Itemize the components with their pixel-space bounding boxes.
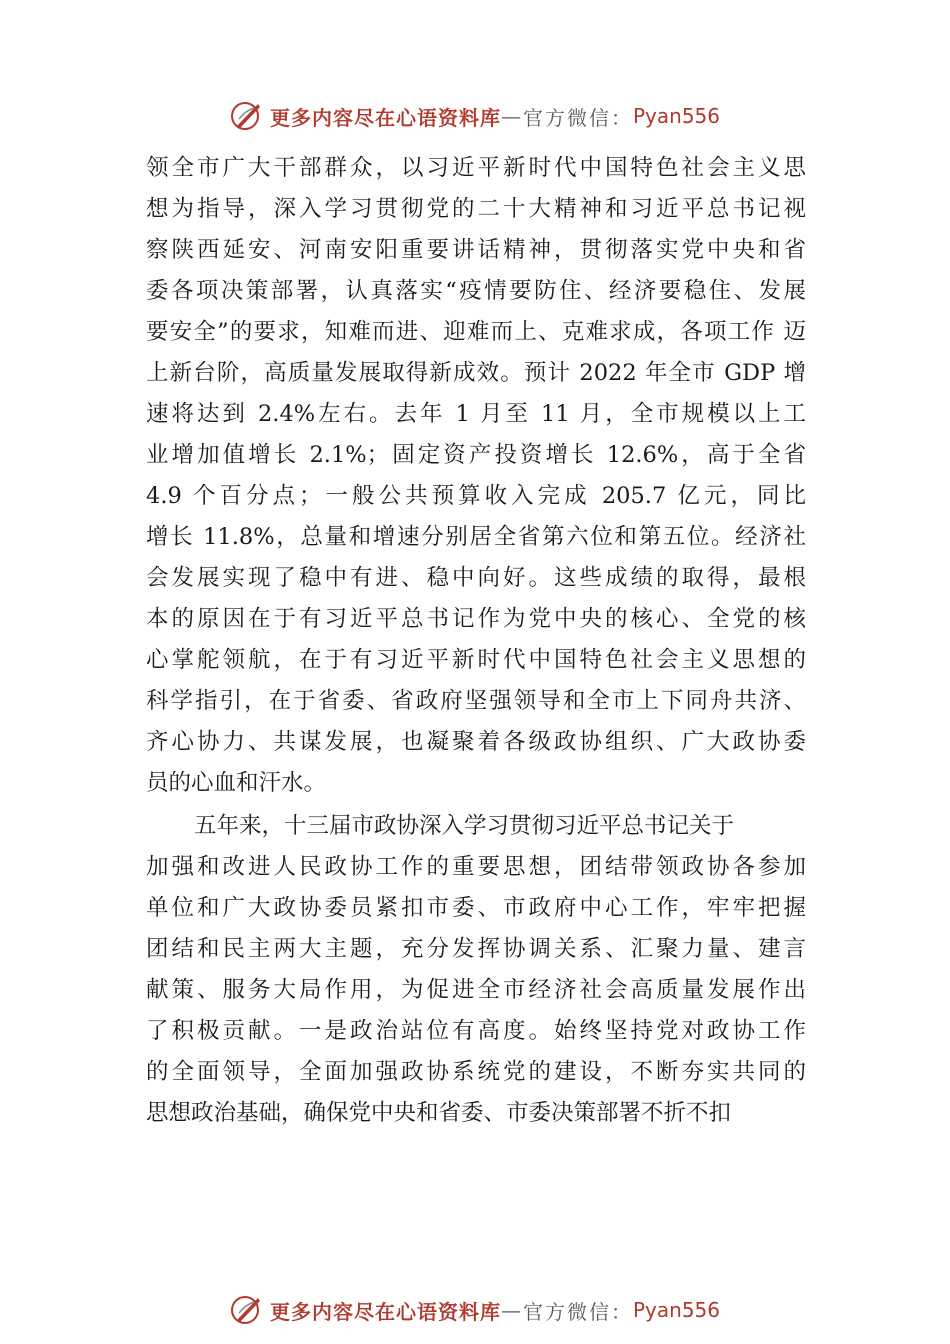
text-line: 团结和民主两大主题，充分发挥协调关系、汇聚力量、建言 <box>146 936 806 962</box>
quill-logo-icon <box>230 1293 264 1327</box>
text-line: 科学指引，在于省委、省政府坚强领导和全市上下同舟共济、 <box>146 688 806 714</box>
text-line: 加强和改进人民政协工作的重要思想，团结带领政协各参加 <box>146 854 806 880</box>
quill-logo-icon <box>230 99 264 133</box>
text-line: 要安全”的要求，知难而进、迎难而上、克难求成，各项工作 迈 <box>146 319 806 345</box>
header-wechat-id: Pyan556 <box>632 104 720 128</box>
paragraph-2 <box>146 806 806 1134</box>
text-line: 心掌舵领航，在于有习近平新时代中国特色社会主义思想的 <box>146 647 806 673</box>
footer-brand-text: 更多内容尽在心语资料库 <box>269 1299 501 1324</box>
paragraph-1 <box>146 148 806 804</box>
text-line: 察陕西延安、河南安阳重要讲话精神，贯彻落实党中央和省 <box>146 237 806 263</box>
text-line-indented: 五年来，十三届市政协深入学习贯彻习近平总书记关于 <box>194 813 735 839</box>
header-banner <box>0 96 950 136</box>
text-line: 的全面领导，全面加强政协系统党的建设，不断夯实共同的 <box>146 1059 806 1085</box>
footer-dash: — <box>500 1298 523 1322</box>
text-line: 上新台阶，高质量发展取得新成效。预计 2022 年全市 GDP 增 <box>146 360 806 386</box>
text-line: 委各项决策部署，认真落实“疫情要防住、经济要稳住、发展 <box>146 278 806 304</box>
text-line: 增长 11.8%，总量和增速分别居全省第六位和第五位。经济社 <box>146 524 806 550</box>
document-body <box>146 148 806 1134</box>
text-line: 齐心协力、共谋发展，也凝聚着各级政协组织、广大政协委 <box>146 729 806 755</box>
text-line: 领全市广大干部群众，以习近平新时代中国特色社会主义思 <box>146 155 806 181</box>
footer-banner <box>0 1290 950 1330</box>
text-line: 员的心血和汗水。 <box>146 770 327 796</box>
text-line: 本的原因在于有习近平总书记作为党中央的核心、全党的核 <box>146 606 806 632</box>
text-line: 4.9 个百分点；一般公共预算收入完成 205.7 亿元，同比 <box>146 483 806 509</box>
text-line: 了积极贡献。一是政治站位有高度。始终坚持党对政协工作 <box>146 1018 806 1044</box>
header-brand-text: 更多内容尽在心语资料库 <box>269 105 501 130</box>
text-line: 思想政治基础，确保党中央和省委、市委决策部署不折不扣 <box>146 1100 732 1126</box>
text-line: 业增加值增长 2.1%；固定资产投资增长 12.6%，高于全省 <box>146 442 806 468</box>
text-line: 单位和广大政协委员紧扣市委、市政府中心工作，牢牢把握 <box>146 895 806 921</box>
footer-wechat-label: 官方微信： <box>522 1299 633 1324</box>
text-line: 会发展实现了稳中有进、稳中向好。这些成绩的取得，最根 <box>146 565 806 591</box>
text-line: 献策、服务大局作用，为促进全市经济社会高质量发展作出 <box>146 977 806 1003</box>
header-wechat-label: 官方微信： <box>522 105 633 130</box>
text-line: 想为指导，深入学习贯彻党的二十大精神和习近平总书记视 <box>146 196 806 222</box>
footer-wechat-id: Pyan556 <box>632 1298 720 1322</box>
text-line: 速将达到 2.4%左右。去年 1 月至 11 月，全市规模以上工 <box>146 401 806 427</box>
header-dash: — <box>500 104 523 128</box>
